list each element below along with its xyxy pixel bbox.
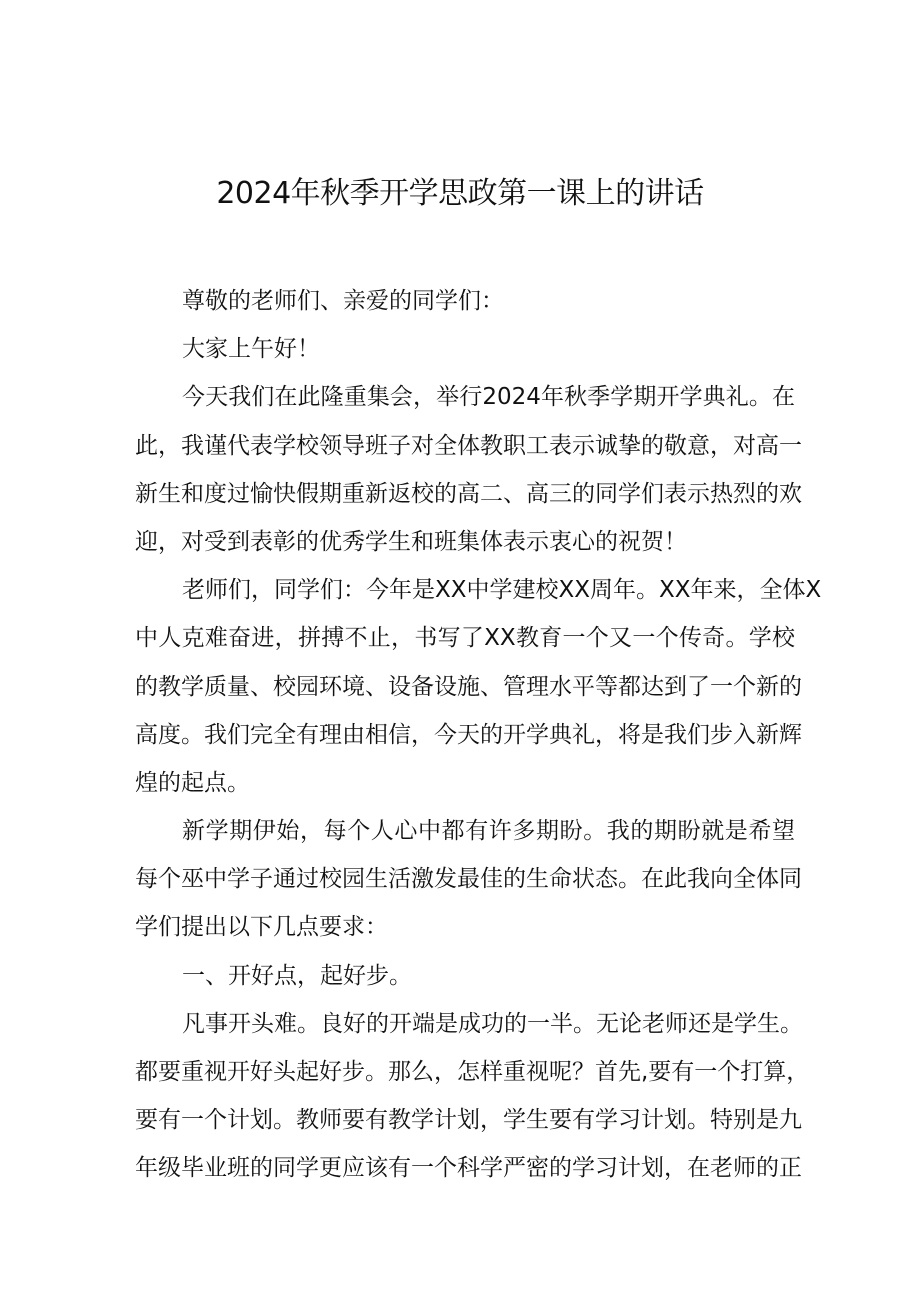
paragraph-2-line-1: 老师们，同学们：今年是XX中学建校XX周年。XX年来，全体X — [182, 577, 822, 604]
paragraph-3-line-2: 每个巫中学子通过校园生活激发最佳的生命状态。在此我向全体同 — [135, 866, 802, 893]
document-body — [135, 277, 822, 1193]
paragraph-1-line-1: 今天我们在此隆重集会，举行2024年秋季学期开学典礼。在 — [182, 384, 795, 411]
paragraph-3-line-1: 新学期伊始，每个人心中都有许多期盼。我的期盼就是希望 — [182, 818, 795, 845]
paragraph-3-line-3: 学们提出以下几点要求： — [135, 914, 388, 941]
paragraph-4-line-3: 要有一个计划。教师要有教学计划，学生要有学习计划。特别是九 — [135, 1107, 802, 1134]
paragraph-4-line-2: 都要重视开好头起好步。那么，怎样重视呢？首先,要有一个打算， — [135, 1059, 810, 1085]
greeting-line: 大家上午好！ — [182, 336, 320, 363]
paragraph-2-line-4: 高度。我们完全有理由相信，今天的开学典礼，将是我们步入新辉 — [135, 721, 802, 748]
paragraph-2-line-2: 中人克难奋进，拼搏不止，书写了XX教育一个又一个传奇。学校 — [135, 625, 795, 652]
paragraph-1-line-3: 新生和度过愉快假期重新返校的高二、高三的同学们表示热烈的欢 — [135, 480, 802, 507]
paragraph-4-line-1: 凡事开头难。良好的开端是成功的一半。无论老师还是学生。 — [182, 1010, 803, 1037]
paragraph-2-line-5: 煌的起点。 — [135, 769, 250, 796]
paragraph-1-line-2: 此，我谨代表学校领导班子对全体教职工表示诚挚的敬意，对高一 — [135, 432, 802, 459]
paragraph-1-line-4: 迎，对受到表彰的优秀学生和班集体表示衷心的祝贺！ — [135, 528, 687, 555]
paragraph-2-line-3: 的教学质量、校园环境、设备设施、管理水平等都达到了一个新的 — [135, 673, 802, 700]
section-heading-1: 一、开好点，起好步。 — [182, 962, 412, 989]
salutation-line: 尊敬的老师们、亲爱的同学们： — [182, 288, 504, 314]
document-title: 2024年秋季开学思政第一课上的讲话 — [216, 176, 704, 211]
paragraph-4-line-4: 年级毕业班的同学更应该有一个科学严密的学习计划，在老师的正 — [135, 1155, 802, 1182]
